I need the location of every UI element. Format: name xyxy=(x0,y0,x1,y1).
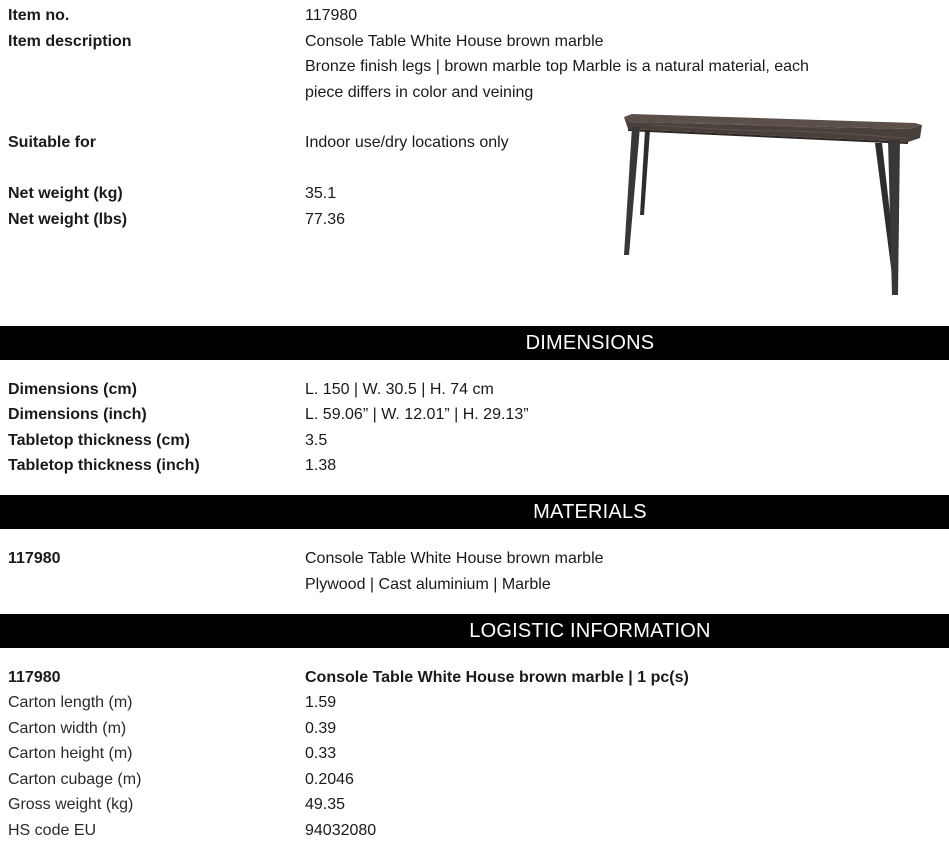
logistic-title-row xyxy=(0,665,949,691)
tabletop-thickness-inch-row xyxy=(0,453,949,479)
dimensions-inch-row xyxy=(0,402,949,428)
item-description-row-2 xyxy=(0,54,949,80)
hs-code-row xyxy=(0,818,949,844)
dimensions-inch-label: Dimensions (inch) xyxy=(8,406,147,423)
carton-cubage-label: Carton cubage (m) xyxy=(8,771,142,788)
item-description-line-2: Bronze finish legs | brown marble top Marble is a natural material, each xyxy=(305,58,809,75)
carton-cubage-value: 0.2046 xyxy=(305,771,354,788)
item-description-row-3 xyxy=(0,80,949,106)
logistic-title: Console Table White House brown marble | 1 pc(s) xyxy=(305,669,689,686)
net-weight-kg-label: Net weight (kg) xyxy=(8,185,123,202)
tabletop-thickness-cm-row xyxy=(0,428,949,454)
product-image xyxy=(610,105,949,310)
materials-row-2 xyxy=(0,572,949,598)
tabletop-thickness-inch-label: Tabletop thickness (inch) xyxy=(8,457,200,474)
suitable-for-label: Suitable for xyxy=(8,134,97,151)
hs-code-label: HS code EU xyxy=(8,822,97,839)
logistic-header xyxy=(0,614,949,648)
carton-length-label: Carton length (m) xyxy=(8,694,133,711)
logistic-code: 117980 xyxy=(8,669,61,686)
item-description-row xyxy=(0,29,949,55)
carton-height-value: 0.33 xyxy=(305,745,337,762)
gross-weight-value: 49.35 xyxy=(305,796,346,813)
carton-width-label: Carton width (m) xyxy=(8,720,127,737)
dimensions-cm-value: L. 150 | W. 30.5 | H. 74 cm xyxy=(305,381,494,398)
hs-code-value: 94032080 xyxy=(305,822,377,839)
dimensions-header xyxy=(0,326,949,360)
materials-line-1: Console Table White House brown marble xyxy=(305,550,604,567)
materials-line-2: Plywood | Cast aluminium | Marble xyxy=(305,576,551,593)
net-weight-lbs-value: 77.36 xyxy=(305,211,346,228)
dimensions-cm-label: Dimensions (cm) xyxy=(8,381,137,398)
suitable-for-value: Indoor use/dry locations only xyxy=(305,134,509,151)
materials-code: 117980 xyxy=(8,550,61,567)
materials-header xyxy=(0,495,949,529)
tabletop-thickness-inch-value: 1.38 xyxy=(305,457,337,474)
tabletop-thickness-cm-value: 3.5 xyxy=(305,432,328,449)
gross-weight-label: Gross weight (kg) xyxy=(8,796,134,813)
carton-height-row xyxy=(0,741,949,767)
logistic-heading: LOGISTIC INFORMATION xyxy=(469,620,711,642)
net-weight-lbs-label: Net weight (lbs) xyxy=(8,211,128,228)
carton-height-label: Carton height (m) xyxy=(8,745,133,762)
materials-row xyxy=(0,546,949,572)
item-description-label: Item description xyxy=(8,33,132,50)
carton-width-row xyxy=(0,716,949,742)
item-no-row xyxy=(0,3,949,29)
carton-length-value: 1.59 xyxy=(305,694,337,711)
dimensions-inch-value: L. 59.06” | W. 12.01” | H. 29.13” xyxy=(305,406,529,423)
carton-cubage-row xyxy=(0,767,949,793)
item-no-value: 117980 xyxy=(305,7,358,24)
net-weight-kg-value: 35.1 xyxy=(305,185,337,202)
materials-heading: MATERIALS xyxy=(533,501,647,523)
item-description-line-1: Console Table White House brown marble xyxy=(305,33,604,50)
dimensions-heading: DIMENSIONS xyxy=(525,332,655,354)
item-description-line-3: piece differs in color and veining xyxy=(305,84,534,101)
tabletop-thickness-cm-label: Tabletop thickness (cm) xyxy=(8,432,190,449)
gross-weight-row xyxy=(0,792,949,818)
carton-width-value: 0.39 xyxy=(305,720,337,737)
carton-length-row xyxy=(0,690,949,716)
dimensions-cm-row xyxy=(0,377,949,403)
item-no-label: Item no. xyxy=(8,7,70,24)
